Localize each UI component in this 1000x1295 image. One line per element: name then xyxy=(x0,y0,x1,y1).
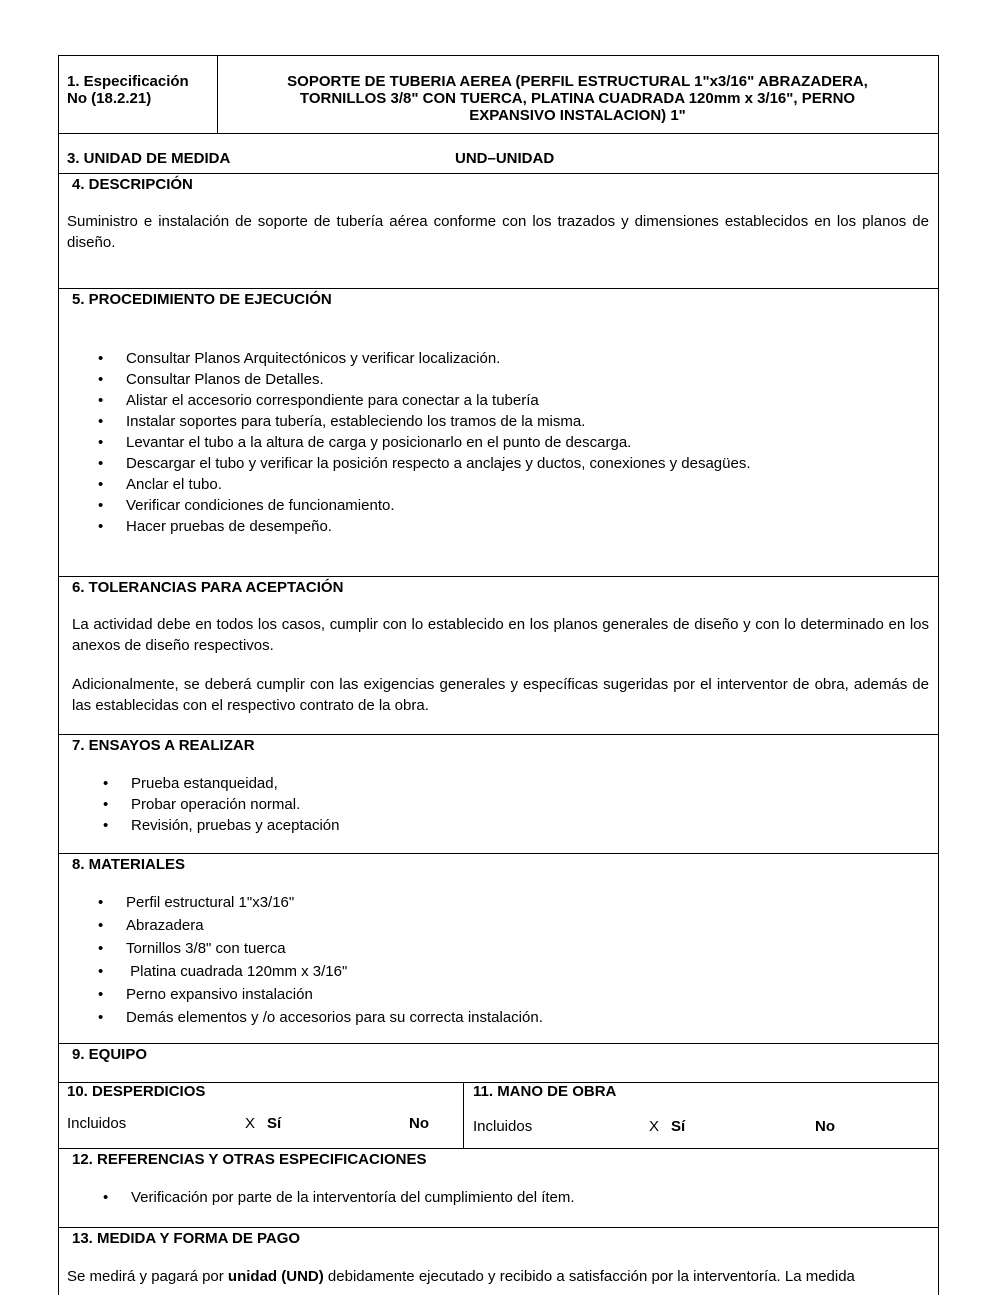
spec-title: SOPORTE DE TUBERIA AEREA (PERFIL ESTRUCTURAL 1"x3/16" ABRAZADERA, TORNILLOS 3/8" CON TUERCA, PLATINA CUADRADA 120mm x 3/16", PERNO EXPANSIVO INSTALACION) 1" xyxy=(287,73,868,124)
spec-number xyxy=(67,73,189,107)
tolerances-section xyxy=(59,577,938,735)
spec-label-line1: 1. Especificación xyxy=(67,73,189,90)
list-item: • Verificación por parte de la interventoría del cumplimiento del ítem. xyxy=(131,1187,911,1208)
spec-sheet xyxy=(58,55,939,1295)
tolerances-heading: 6. TOLERANCIAS PARA ACEPTACIÓN xyxy=(72,579,344,596)
procedure-list xyxy=(126,348,916,537)
tests-heading: 7. ENSAYOS A REALIZAR xyxy=(72,737,255,754)
waste-mark: X xyxy=(245,1115,256,1132)
references-heading: 12. REFERENCIAS Y OTRAS ESPECIFICACIONES xyxy=(72,1151,427,1168)
list-item: • Perfil estructural 1"x3/16" xyxy=(126,891,916,914)
waste-no: No xyxy=(409,1115,429,1132)
list-item: • Instalar soportes para tubería, estableciendo los tramos de la misma. xyxy=(126,411,916,432)
description-section xyxy=(59,174,938,289)
list-item: • Probar operación normal. xyxy=(131,794,911,815)
list-item: • Hacer pruebas de desempeño. xyxy=(126,516,916,537)
list-item: • Demás elementos y /o accesorios para su correcta instalación. xyxy=(126,1006,916,1029)
labor-heading: 11. MANO DE OBRA xyxy=(473,1083,617,1100)
description-heading: 4. DESCRIPCIÓN xyxy=(72,176,193,193)
payment-unit: unidad (UND) xyxy=(227,1268,324,1285)
list-item: • Abrazadera xyxy=(126,914,916,937)
labor-no: No xyxy=(815,1118,835,1135)
labor-included-label: Incluidos xyxy=(473,1118,533,1135)
spec-header xyxy=(59,56,938,134)
list-item: • Perno expansivo instalación xyxy=(126,983,916,1006)
list-item: • Consultar Planos de Detalles. xyxy=(126,369,916,390)
list-item: • Alistar el accesorio correspondiente para conectar a la tubería xyxy=(126,390,916,411)
list-item: • Anclar el tubo. xyxy=(126,474,916,495)
waste-yes: Sí xyxy=(267,1115,282,1132)
list-item: • Consultar Planos Arquitectónicos y verificar localización. xyxy=(126,348,916,369)
payment-text-post: debidamente ejecutado y recibido a satisfacción por la interventoría. La medida xyxy=(323,1268,855,1285)
references-section xyxy=(59,1149,938,1228)
materials-heading: 8. MATERIALES xyxy=(72,856,186,873)
list-item: • Revisión, pruebas y aceptación xyxy=(131,815,911,836)
equipment-heading: 9. EQUIPO xyxy=(72,1046,148,1063)
tests-list xyxy=(131,773,911,836)
payment-heading: 13. MEDIDA Y FORMA DE PAGO xyxy=(72,1230,301,1247)
references-list xyxy=(131,1187,911,1208)
materials-list xyxy=(126,891,916,1029)
description-text: Suministro e instalación de soporte de tubería aérea conforme con los trazados y dimensiones establecidos en los planos de diseño. xyxy=(67,213,929,251)
list-item: • Platina cuadrada 120mm x 3/16" xyxy=(126,960,916,983)
list-item: • Tornillos 3/8" con tuerca xyxy=(126,937,916,960)
list-item: • Prueba estanqueidad, xyxy=(131,773,911,794)
payment-text-pre: Se medirá y pagará por xyxy=(67,1268,228,1285)
waste-heading: 10. DESPERDICIOS xyxy=(67,1083,206,1100)
unit-label: 3. UNIDAD DE MEDIDA xyxy=(67,150,231,167)
waste-included-label: Incluidos xyxy=(67,1115,127,1132)
procedure-section xyxy=(59,289,938,577)
equipment-section xyxy=(59,1044,938,1083)
tests-section xyxy=(59,735,938,854)
list-item: • Levantar el tubo a la altura de carga y posicionarlo en el punto de descarga. xyxy=(126,432,916,453)
labor-mark: X xyxy=(649,1118,660,1135)
unit-value: UND–UNIDAD xyxy=(455,150,555,167)
labor-yes: Sí xyxy=(671,1118,686,1135)
procedure-heading: 5. PROCEDIMIENTO DE EJECUCIÓN xyxy=(72,291,332,308)
tolerances-paragraph-2: Adicionalmente, se deberá cumplir con las exigencias generales y específicas sugeridas por el interventor de obra, además de las establecidas con el respectivo contrato de la obra. xyxy=(72,676,929,714)
materials-section xyxy=(59,854,938,1044)
spec-label-line2: No (18.2.21) xyxy=(67,90,152,107)
payment-section xyxy=(59,1228,938,1295)
waste-labor-row xyxy=(59,1083,938,1149)
tolerances-paragraph-1: La actividad debe en todos los casos, cumplir con lo establecido en los planos generales de diseño y con lo determinado en los anexos de diseño respectivos. xyxy=(72,616,929,654)
list-item: • Descargar el tubo y verificar la posición respecto a anclajes y ductos, conexiones y desagües. xyxy=(126,453,916,474)
unit-row xyxy=(59,134,938,174)
payment-text xyxy=(67,1266,937,1287)
list-item: • Verificar condiciones de funcionamiento. xyxy=(126,495,916,516)
